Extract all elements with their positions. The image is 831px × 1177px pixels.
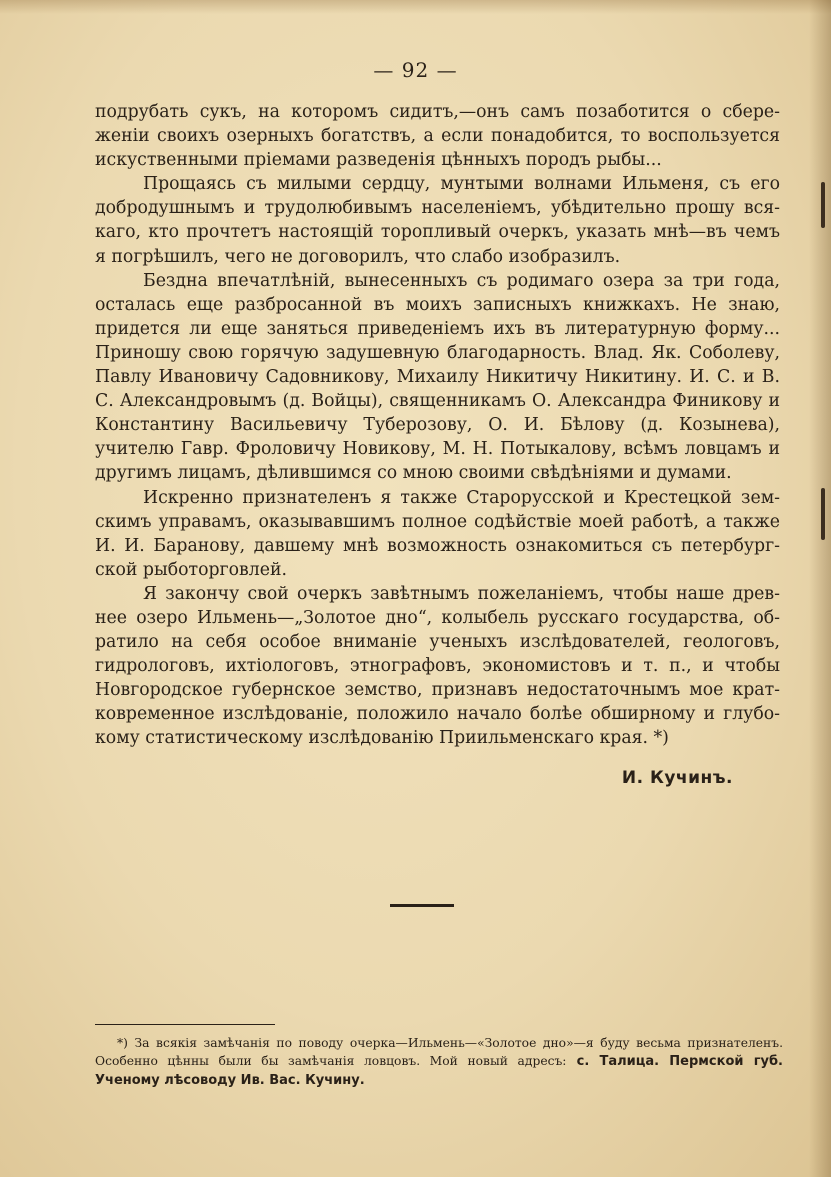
page-number: — 92 —	[373, 58, 458, 82]
margin-mark-lower	[821, 488, 825, 540]
paragraph-4: Искренно признателенъ я также Старорусской и Крестецкой земскимъ управамъ, оказывавшимъ полное содѣйствіе моей работѣ, а также И. И. Баранову, давшему мнѣ возможность ознакомиться съ петербургской рыботорговлей.	[95, 487, 780, 580]
paragraph-1: подрубать сукъ, на которомъ сидитъ,—онъ самъ позаботится о сбереженіи своихъ озерныхъ богатствъ, а если понадобится, то воспользуется искуственными пріемами разведенія цѣнныхъ породъ рыбы...	[95, 102, 780, 171]
body-text	[95, 100, 780, 751]
author-signature: И. Кучинъ.	[621, 768, 733, 788]
paragraph-3: Бездна впечатлѣній, вынесенныхъ съ родимаго озера за три года, осталась еще разбросанной въ моихъ записныхъ книжкахъ. Не знаю, придется ли еще заняться приведеніемъ ихъ въ литературную форму... Приношу свою горячую задушевную благодарность. Влад. Як. Соболеву, Павлу Ивановичу Садовникову, Михаилу Никитичу Никитину. И. С. и В. С. Александровымъ (д. Войцы), священникамъ О. Александра Финикову и Константину Васильевичу Туберозову, О. И. Бѣлову (д. Козынева), учителю Гавр. Фроловичу Новикову, М. Н. Потыкалову, всѣмъ ловцамъ и другимъ лицамъ, дѣлившимся со мною своими свѣдѣніями и думами.	[95, 270, 780, 484]
page-binding-shadow	[809, 0, 831, 1177]
margin-mark-upper	[821, 182, 825, 228]
footnote-text: *) За всякія замѣчанія по поводу очерка—Ильмень—«Золотое дно»—я буду весьма признателенъ. Особенно цѣнны были бы замѣчанія ловцовъ. Мой новый адресъ:	[95, 1036, 783, 1068]
end-divider	[390, 904, 454, 907]
footnote-divider	[95, 1024, 275, 1025]
page-top-shadow	[0, 0, 831, 14]
paragraph-2: Прощаясь съ милыми сердцу, мунтыми волнами Ильменя, съ его добродушнымъ и трудолюбивымъ населеніемъ, убѣдительно прошу всякаго, кто прочтетъ настоящій торопливый очеркъ, указать мнѣ—въ чемъ я погрѣшилъ, чего не договорилъ, что слабо изобразилъ.	[95, 174, 780, 267]
paragraph-5: Я закончу свой очеркъ завѣтнымъ пожеланіемъ, чтобы наше древнее озеро Ильмень—„Золотое дно“, колыбель русскаго государства, обратило на себя особое вниманіе ученыхъ изслѣдователей, геологовъ, гидрологовъ, ихтіологовъ, этнографовъ, экономистовъ и т. п., и чтобы Новгородское губернское земство, признавъ недостаточнымъ мое кратковременное изслѣдованіе, положило начало болѣе обширному и глубокому статистическому изслѣдованію Приильменскаго края. *)	[95, 583, 780, 749]
footnote-address: с. Талица. Пермской губ. Ученому лѣсоводу Ив. Вас. Кучину.	[95, 1054, 783, 1088]
footnote	[95, 1034, 783, 1090]
